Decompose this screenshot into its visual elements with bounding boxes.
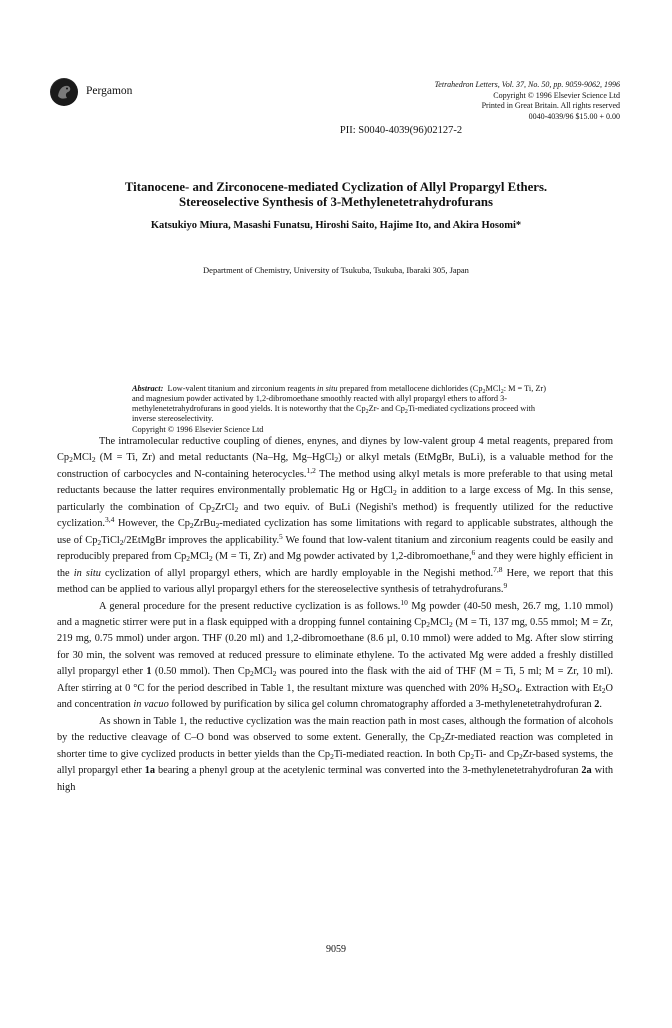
affiliation: Department of Chemistry, University of Tsukuba, Tsukuba, Ibaraki 305, Japan	[203, 265, 469, 275]
body-paragraph: As shown in Table 1, the reductive cyclization was the main reaction path in most cases, although the formation of alcohols by the reductive cleavage of C–O bond was observed to some extent. Generally, the $Cp_2Zr$-mediated reaction was completed in shorter time to give cyclized products in better yields than the $Cp_2Ti$-mediated reaction. In both $Cp_2Ti-$ and $Cp_2Zr$-based systems, the allyl propargyl ether 1a bearing a phenyl group at the acetylenic terminal was converted into the 3-methylenetetrahydrofuran 2a with high	[57, 715, 614, 793]
pii-identifier: PII: S0040-4039(96)02127-2	[339, 125, 463, 136]
issn-price: 0040-4039/96 $15.00 + 0.00	[528, 111, 620, 121]
article-title	[60, 180, 612, 210]
pergamon-logo-icon	[50, 78, 78, 106]
copyright-notice: Copyright © 1996 Elsevier Science Ltd	[493, 90, 620, 100]
abstract	[132, 384, 552, 435]
abstract-label: Abstract:	[132, 384, 164, 393]
pergamon-logo	[50, 78, 78, 106]
abstract-text: Abstract: Low-valent titanium and zirconium reagents in situ prepared from metallocene dichlorides ($Cp_2MCl_2$: M = Ti, Zr) and magnesium powder activated by 1,2-dibromoethane smoothly reacted with allyl propargyl ethers to afford 3-methylenetetrahydrofurans in good yields. It is noteworthy that the $Cp_2Zr-$ and $Cp_2Ti$-mediated cyclizations proceed with inverse stereoselectivity.	[132, 384, 546, 423]
article-body	[57, 434, 613, 796]
abstract-copyright: Copyright © 1996 Elsevier Science Ltd	[132, 424, 264, 434]
printed-notice: Printed in Great Britain. All rights reserved	[481, 101, 620, 110]
page-number: 9059	[326, 944, 346, 955]
body-paragraph: The intramolecular reductive coupling of dienes, enynes, and diynes by low-valent group 4 metal reagents, prepared from $Cp_2MCl_2$ (M = Ti, Zr) and metal reductants (Na–Hg, Mg–HgCl$_2$) or alkyl metals (EtMgBr, BuLi), is a valuable method for the construction of carbocycles and N-containing heterocycles.$^{1,2}$ The method using alkyl metals is more preferable to that using metal reductants because the latter requires environmentally problematic Hg or HgCl$_2$ in addition to a large excess of Mg. In this sense, particularly the combination of $Cp_2ZrCl_2$ and two equiv. of BuLi (Negishi's method) is frequently utilized for the reductive cyclization.$^{3,4}$ However, the $Cp_2ZrBu_2$-mediated cyclization has some limitations with regard to applicable substrates, although the use of $Cp_2TiCl_2/2EtMgBr$ improves the applicability.$^5$ We found that low-valent titanium and zirconium reagents could be easily and reproducibly prepared from $Cp_2MCl_2$ (M = Ti, Zr) and Mg powder activated by 1,2-dibromoethane,$^6$ and they were highly efficient in the in situ cyclization of allyl propargyl ethers, which are hardly employable in the Negishi method.$^{7,8}$ Here, we report that this method can be applied to various allyl propargyl ethers for the stereoselective synthesis of tetrahydrofurans.$^9$	[57, 436, 613, 596]
title-line-1: Titanocene- and Zirconocene-mediated Cyclization of Allyl Propargyl Ethers.	[124, 180, 548, 194]
publisher-name: Pergamon	[86, 85, 133, 97]
journal-citation: Tetrahedron Letters, Vol. 37, No. 50, pp. 9059-9062, 1996	[434, 80, 620, 89]
author-list: Katsukiyo Miura, Masashi Funatsu, Hiroshi Saito, Hajime Ito, and Akira Hosomi*	[150, 220, 522, 231]
title-line-2: Stereoselective Synthesis of 3-Methylenetetrahydrofurans	[178, 195, 494, 209]
body-paragraph: A general procedure for the present reductive cyclization is as follows.$^{10}$ Mg powder (40-50 mesh, 26.7 mg, 1.10 mmol) and a magnetic stirrer were put in a flask equipped with a dropping funnel containing $Cp_2MCl_2$ (M = Ti, 137 mg, 0.55 mmol; M = Zr, 219 mg, 0.75 mmol) under argon. THF (0.20 ml) and 1,2-dibromoethane (8.6 µl, 0.10 mmol) were added to Mg. After slow stirring for 30 min, the solvent was removed at reduced pressure to eliminate ethylene. To the activated Mg were added a freshly distilled allyl propargyl ether 1 (0.50 mmol). Then $Cp_2MCl_2$ was poured into the flask with the aid of THF (M = Ti, 5 ml; M = Zr, 10 ml). After stirring at 0 °C for the period described in Table 1, the resultant mixture was quenched with 20% $H_2SO_4$. Extraction with $Et_2O$ and concentration in vacuo followed by purification by silica gel column chromatography afforded a 3-methylenetetrahydrofuran 2.	[57, 597, 614, 711]
journal-info	[435, 80, 620, 122]
